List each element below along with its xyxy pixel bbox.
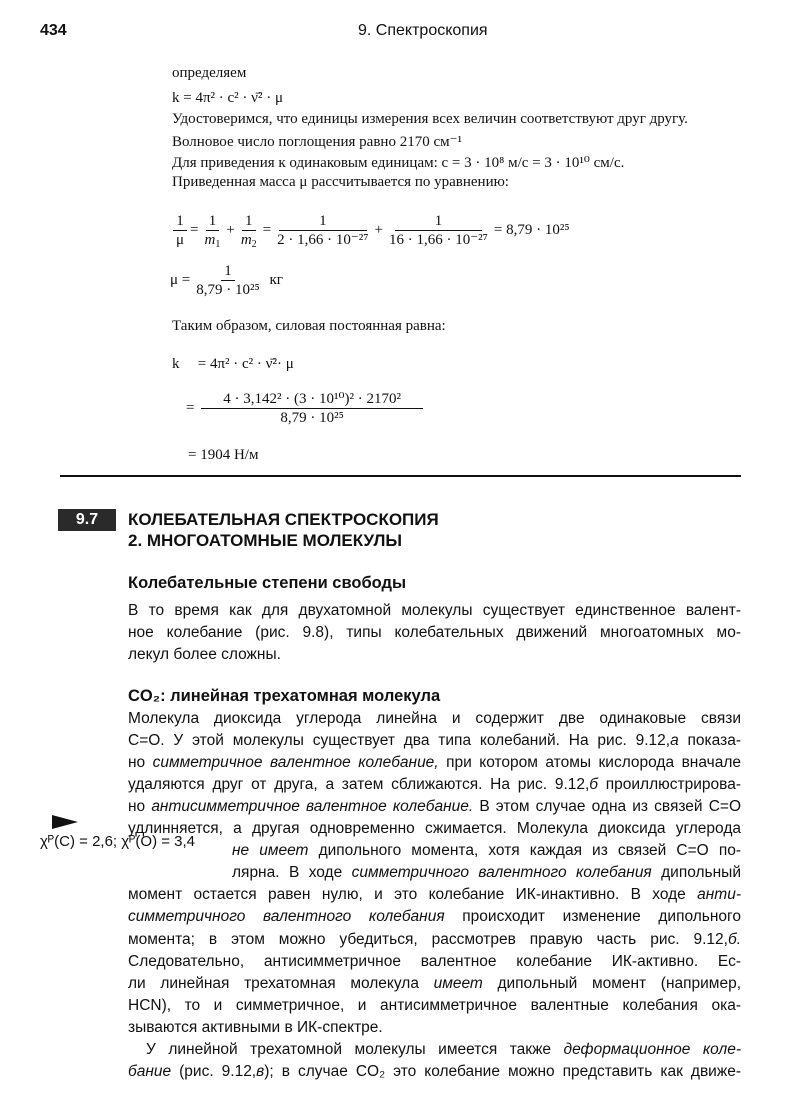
text-line — [128, 1063, 741, 1081]
text-span: но — [128, 754, 153, 771]
text-span: при котором атомы кислорода вначале — [438, 754, 742, 771]
unit: кг — [269, 271, 283, 288]
margin-note: χᴾ(C) = 2,6; χᴾ(O) = 3,4 — [40, 833, 196, 850]
text-line — [128, 820, 741, 838]
text-line — [128, 710, 741, 728]
section-title: КОЛЕБАТЕЛЬНАЯ СПЕКТРОСКОПИЯ — [128, 510, 439, 529]
denominator: 8,79 · 10²⁵ — [196, 282, 260, 298]
text-line — [128, 754, 741, 772]
text-line — [128, 732, 741, 750]
text-span: проиллюстрирова- — [598, 776, 741, 793]
text-line — [128, 953, 741, 971]
emphasis-text: симметричного валентного колебания — [128, 908, 445, 925]
text-line: определяем — [172, 65, 247, 81]
running-header: 9. Спектроскопия — [358, 22, 488, 39]
emphasis-text: б. — [727, 931, 741, 948]
text-line: Удостоверимся, что единицы измерения всех величин соответствуют друг другу. — [172, 111, 688, 127]
denominator: 16 · 1,66 · 10⁻²⁷ — [389, 232, 488, 248]
denominator: 2 · 1,66 · 10⁻²⁷ — [277, 232, 369, 248]
text-span: C=O. У этой молекулы существует два типа колебаний. На рис. 9.12, — [128, 732, 671, 749]
text-line — [232, 842, 741, 860]
text-span: удлинняется, а другая одновременно сжимается. Молекула диоксида углерода — [128, 820, 741, 837]
text-span: удаляются друг от друга, а затем сближаются. На рис. 9.12, — [128, 776, 590, 793]
emphasis-text: симметричное валентное колебание, — [152, 754, 439, 771]
emphasis-text: не имеет — [232, 842, 309, 859]
text-span: момент остается равен нулю, и это колебание ИК-инактивно. В ходе — [128, 886, 698, 903]
text-line — [128, 602, 741, 620]
text-span: показа- — [678, 732, 741, 749]
text-span: зываются активными в ИК-спектре. — [128, 1019, 383, 1036]
text-line — [128, 931, 741, 949]
text-span: момента; в этом можно убедиться, рассмотрев правую часть рис. 9.12, — [128, 931, 728, 948]
text-span: Следовательно, антисимметричное валентное колебание ИК-активно. Ес- — [128, 953, 741, 970]
subsection-title: Колебательные степени свободы — [128, 574, 407, 592]
text-line — [128, 997, 741, 1015]
text-line: Для приведения к одинаковым единицам: c = 3 · 10⁸ м/с = 3 · 10¹⁰ см/с. — [172, 155, 625, 171]
emphasis-text: симметричного валентного колебания — [351, 864, 652, 881]
emphasis-text: деформационное коле- — [563, 1041, 741, 1058]
denominator: 8,79 · 10²⁵ — [280, 410, 344, 426]
text-span: лекул более сложны. — [128, 646, 281, 663]
force-constant-fraction: = $\frac{\text{4 · 3,142² · (3 · 10¹⁰)² · 2170²}}{\text{8,79 · 10²⁵}}$ — [186, 390, 426, 427]
numerator: 4 · 3,142² · (3 · 10¹⁰)² · 2170² — [201, 390, 423, 409]
text-span: дипольный момент (например, — [482, 975, 741, 992]
emphasis-text: а — [670, 732, 679, 749]
text-line — [128, 624, 741, 642]
text-span: У линейной трехатомной молекулы имеется также — [146, 1041, 564, 1058]
text-span: происходит изменение дипольного — [444, 908, 741, 925]
text-span: лярна. В ходе — [232, 864, 352, 881]
text-span: ); в случае CO₂ это колебание можно представить как движе- — [264, 1063, 741, 1080]
result: = 8,79 · 10²⁵ — [493, 221, 570, 238]
text-span: В этом случае одна из связей C=O — [473, 798, 741, 815]
reduced-mass-equation: $\frac{1}{\mu}$ = $\frac{1}{m_1}$ + $\frac{1}{m_2}$ = $\frac{1}{\text{2 · 1,66 · 10⁻²⁷}}$ + $\frac{1}{\text{16 · 1,66 · 10⁻²⁷}}$ = 8,79 · 10²⁵ — [170, 212, 570, 249]
formula-k: k = 4π² · c² · ν̄²· μ — [172, 356, 294, 372]
mu-value: μ = $\frac{1}{\text{8,79 · 10²⁵}}$ кг — [170, 263, 283, 298]
force-constant-result: = 1904 Н/м — [188, 447, 259, 463]
text-line — [128, 1019, 741, 1037]
formula-k: k = 4π² · c² · ν̄² · μ — [172, 90, 283, 106]
text-span: но — [128, 798, 152, 815]
section-divider — [60, 475, 741, 477]
emphasis-text: анти- — [697, 886, 741, 903]
text-line: Таким образом, силовая постоянная равна: — [172, 318, 446, 334]
text-line — [146, 1041, 741, 1059]
arrow-marker-icon — [52, 815, 78, 829]
text-line: Волновое число поглощения равно 2170 см⁻¹ — [172, 134, 463, 150]
text-span: HCN), то и симметричное, и антисимметричное валентные колебания ока- — [128, 997, 741, 1014]
text-span: ли линейная трехатомная молекула — [128, 975, 434, 992]
text-span: дипольного момента, хотя каждая из связей C=O по- — [308, 842, 742, 859]
text-line — [128, 975, 741, 993]
emphasis-text: антисимметричное валентное колебание. — [151, 798, 474, 815]
section-number-badge: 9.7 — [58, 509, 116, 531]
text-line — [128, 798, 741, 816]
text-line — [128, 646, 741, 664]
text-span: В то время как для двухатомной молекулы существует единственное валент- — [128, 602, 741, 619]
text-line — [128, 776, 741, 794]
text-line: Приведенная масса μ рассчитывается по уравнению: — [172, 174, 509, 190]
subsection-title: CO₂: линейная трехатомная молекула — [128, 687, 441, 705]
emphasis-text: имеет — [433, 975, 483, 992]
emphasis-text: б — [589, 776, 599, 793]
page-number: 434 — [40, 22, 67, 39]
text-span: дипольный — [651, 864, 741, 881]
emphasis-text: в — [256, 1063, 265, 1080]
section-title: 2. МНОГОАТОМНЫЕ МОЛЕКУЛЫ — [128, 531, 403, 550]
text-span: (рис. 9.12, — [171, 1063, 257, 1080]
text-line — [232, 864, 741, 882]
emphasis-text: бание — [128, 1063, 172, 1080]
text-span: ное колебание (рис. 9.8), типы колебательных движений многоатомных мо- — [128, 624, 741, 641]
text-span: Молекула диоксида углерода линейна и содержит две одинаковые связи — [128, 710, 741, 727]
text-line — [128, 886, 741, 904]
text-line — [128, 908, 741, 926]
